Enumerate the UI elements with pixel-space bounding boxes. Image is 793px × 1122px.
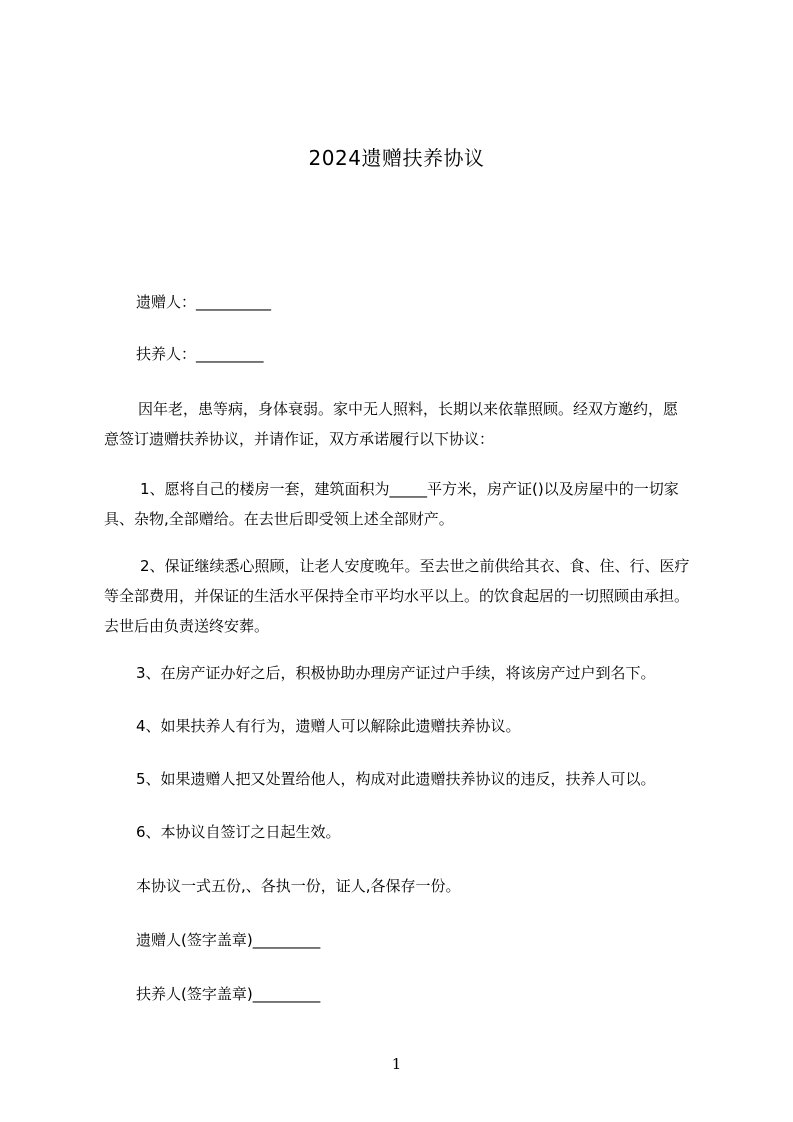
clause-3-line: 3、在房产证办好之后，积极协助办理房产证过户手续，将该房产过户到名下。 <box>136 664 656 682</box>
copies-line: 本协议一式五份,、各执一份，证人,各保存一份。 <box>136 877 461 895</box>
document-title: 2024遗赠扶养协议 <box>308 146 485 170</box>
page-number: 1 <box>391 1055 402 1073</box>
clause-6-line: 6、本协议自签订之日起生效。 <box>136 823 341 841</box>
clause-2-paragraph: 2、保证继续悉心照顾，让老人安度晚年。至去世之前供给其衣、食、住、行、医疗等全部费用，并保证的生活水平保持全市平均水平以上。的饮食起居的一切照顾由承担。去世后由负责送终安葬。 <box>104 557 690 635</box>
intro-paragraph: 因年老，患等病，身体衰弱。家中无人照料，长期以来依靠照顾。经双方邀约，愿意签订遗赠扶养协议，并请作证，双方承诺履行以下协议： <box>104 400 679 448</box>
clause-1-paragraph: 1、愿将自己的楼房一套，建筑面积为_____平方米，房产证()以及房屋中的一切家具、杂物,全部赠给。在去世后即受领上述全部财产。 <box>104 480 679 528</box>
bequeather-signature-line: 遗赠人(签字盖章)_________ <box>136 931 321 949</box>
supporter-signature-line: 扶养人(签字盖章)_________ <box>136 985 321 1003</box>
clause-4-line: 4、如果扶养人有行为，遗赠人可以解除此遗赠扶养协议。 <box>136 717 521 735</box>
supporter-field-line: 扶养人：_________ <box>136 345 264 363</box>
bequeather-field-line: 遗赠人：__________ <box>136 293 272 311</box>
clause-5-line: 5、如果遗赠人把又处置给他人，构成对此遗赠扶养协议的违反，扶养人可以。 <box>136 770 656 788</box>
